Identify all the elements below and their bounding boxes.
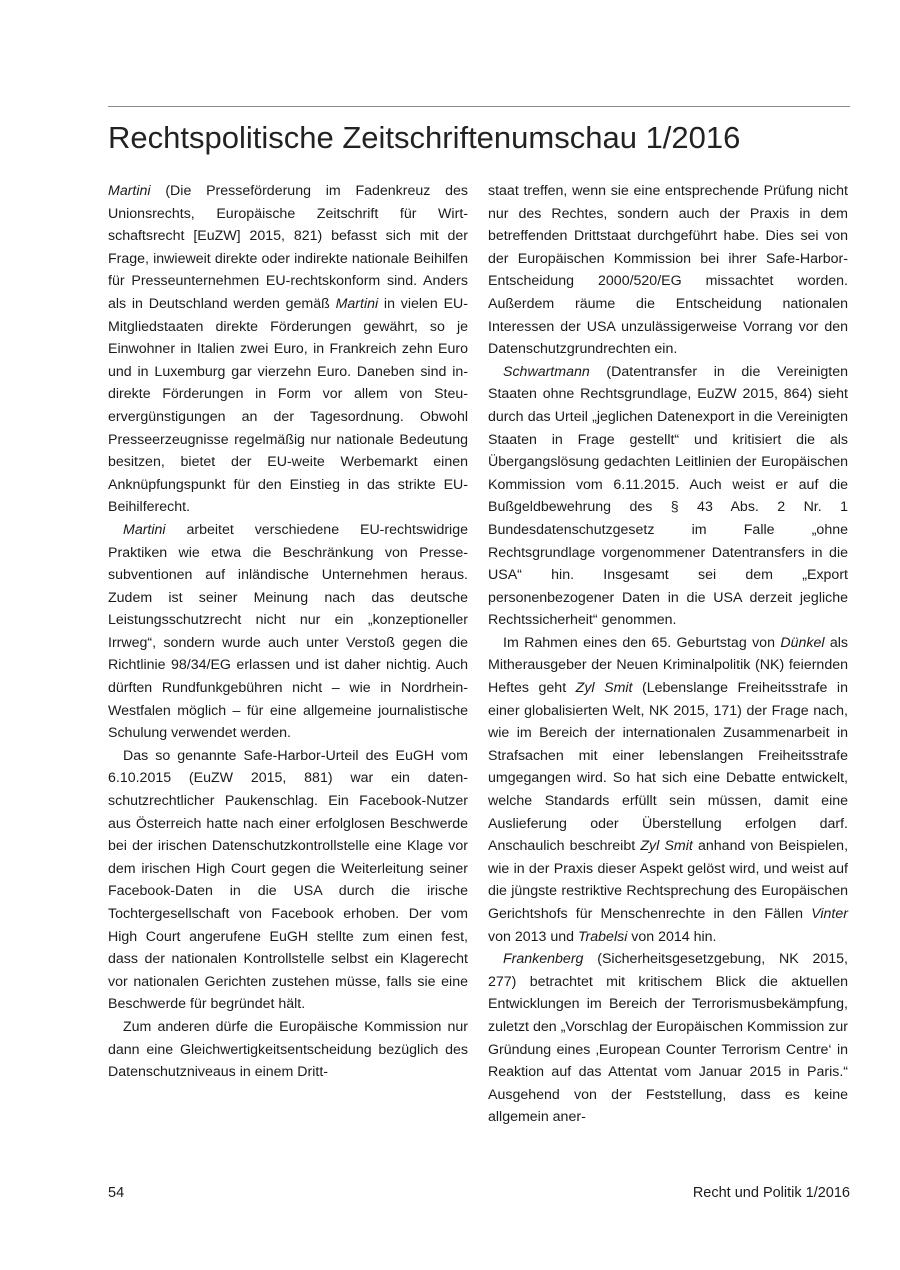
- author-name: Zyl Smit: [640, 838, 693, 855]
- author-name: Martini: [335, 295, 379, 312]
- header-rule: [108, 106, 850, 107]
- page-number: 54: [108, 1185, 125, 1201]
- author-name: Schwartmann: [503, 363, 590, 380]
- paragraph-text: (Sicherheitsgesetzgebung, NK 2015, 277) betrachtet mit kritischem Blick die aktuellen Entwicklungen im Bereich der Terrorismusbekämpfung, zuletzt den „Vorschlag der Europäischen Kommission zur Gründung eines ‚European Counter Terrorism Centre‘ in Reaktion auf das Attentat vom Januar 2015 in Paris.“ Ausgehend von der Feststellung, dass es keine allgemein aner-: [488, 951, 848, 1126]
- paragraph: [488, 948, 848, 1129]
- paragraph-text: (Lebenslange Freiheitsstrafe in einer globalisierten Welt, NK 2015, 171) der Frage nach, wie im Bereich der internationalen Zusammenarbeit in Strafsachen mit einer lebenslangen Freiheitsstrafe umgegangen wird. So hat sich eine Debatte entwickelt, welche Standards erfüllt sein müssen, damit eine Auslieferung oder Überstellung erfolgen darf. Anschaulich beschreibt: [488, 680, 848, 855]
- paragraph: [488, 632, 848, 948]
- page-title: Rechtspolitische Zeitschriftenumschau 1/2016: [108, 120, 741, 155]
- paragraph: staat treffen, wenn sie eine entsprechende Prüfung nicht nur des Rechtes, sondern auch der Praxis in dem betreffenden Drittstaat durchgeführt habe. Dies sei von der Europäischen Kommission bei ihrer Safe-Harbor-Entscheidung 2000/520/EG missachtet worden. Außerdem räume die Entscheidung nationalen Interessen der USA unzulässigerweise Vorrang vor den Datenschutzgrundrechten ein.: [488, 183, 848, 358]
- author-name: Dünkel: [780, 634, 825, 651]
- paragraph-text: (Datentransfer in die Vereinigten Staaten ohne Rechtsgrundlage, EuZW 2015, 864) sieht durch das Urteil „jeglichen Datenexport in die Vereinigten Staaten in Frage gestellt“ und kritisiert die als Übergangslösung gedachten Leitlinien der Europäischen Kommission vom 6.11.2015. Auch weist er auf die Bußgeldbewehrung des § 43 Abs. 2 Nr. 1 Bundesdatenschutzgesetz im Falle „ohne Rechtsgrundlage vorgenommener Datentransfers in die USA“ hin. Insgesamt sei dem „Export personenbezogener Daten in die USA derzeit jegliche Rechtssicherheit“ genommen.: [488, 363, 848, 629]
- paragraph: [488, 361, 848, 632]
- paragraph-text: von 2014 hin.: [627, 928, 717, 945]
- paragraph: Das so genannte Safe-Harbor-Urteil des EuGH vom 6.10.2015 (EuZW 2015, 881) war ein datenschutzrechtlicher Paukenschlag. Ein Facebook-Nutzer aus Österreich hatte nach einer erfolglosen Beschwerde bei der irischen Datenschutzkontrollstelle eine Klage vor dem irischen High Court gegen die Weiterleitung seiner Facebook-Daten in die USA durch die irische Tochtergesellschaft von Facebook erhoben. Der vom High Court angerufene EuGH stellte zum einen fest, dass der nationalen Kontrollstelle selbst ein Klagerecht vor nationalen Gerichten zustehen müsse, falls sie eine Beschwerde für begründet hält.: [108, 747, 468, 1013]
- paragraph-text: arbeitet verschiedene EU-rechtswidrige Praktiken wie etwa die Beschränkung von Pressesubventionen auf inländische Unternehmen heraus. Zudem ist seiner Meinung nach das deutsche Leistungsschutzrecht nicht nur ein „konzeptioneller Irrweg“, sondern wurde auch unter Verstoß gegen die Richtlinie 98/34/EG erlassen und ist daher nichtig. Auch dürften Rundfunkgebühren nicht – wie in Nordrhein-Westfalen möglich – für eine allgemeine journalistische Schulung verwendet werden.: [108, 521, 468, 742]
- paragraph: [108, 180, 468, 519]
- paragraph-text: Im Rahmen eines den 65. Geburtstag von: [503, 634, 781, 651]
- journal-issue: Recht und Politik 1/2016: [692, 1185, 850, 1201]
- left-column: [108, 180, 468, 1084]
- paragraph-text: in vielen EU-Mitgliedstaaten direkte Förderungen gewährt, so je Einwohner in Italien zwei Euro, in Frankreich zehn Euro und in Luxemburg gar vierzehn Euro. Daneben sind indirekte Förderungen in Form vor allem von Steuervergünstigungen an der Tagesordnung. Obwohl Presseerzeugnisse regelmäßig nur nationale Bedeutung besitzen, bietet der EU-weite Werbemarkt einen Anknüpfungspunkt für den Einstieg in das strikte EU-Beihilferecht.: [108, 295, 468, 516]
- author-name: Zyl Smit: [575, 680, 633, 697]
- paragraph-text: (Die Presseförderung im Fadenkreuz des Unionsrechts, Europäische Zeitschrift für Wirtschaftsrecht [EuZW] 2015, 821) befasst sich mit der Frage, inwieweit direkte oder indirekte nationale Beihilfen für Presseunternehmen EU-rechtskonform sind. Anders als in Deutschland werden gemäß: [108, 183, 468, 312]
- paragraph: Zum anderen dürfe die Europäische Kommission nur dann eine Gleichwertigkeitsentscheidung bezüglich des Datenschutzniveaus in einem Dritt-: [108, 1018, 468, 1081]
- paragraph-text: als Mitherausgeber der Neuen Kriminalpolitik (NK) feiernden Heftes geht: [488, 634, 849, 697]
- paragraph-text: von 2013 und: [488, 928, 578, 945]
- right-column: [488, 180, 848, 1129]
- case-name: Trabelsi: [577, 928, 628, 945]
- author-name: Martini: [108, 183, 151, 199]
- author-name: Frankenberg: [503, 951, 584, 968]
- author-name: Martini: [123, 521, 166, 538]
- paragraph: [108, 519, 468, 745]
- case-name: Vinter: [811, 906, 848, 922]
- paragraph-text: anhand von Beispielen, wie in der Praxis dieser Aspekt gelöst wird, und weist auf die jüngste restriktive Rechtsprechung des Europäischen Gerichtshofs für Menschenrechte in den Fällen: [488, 838, 849, 922]
